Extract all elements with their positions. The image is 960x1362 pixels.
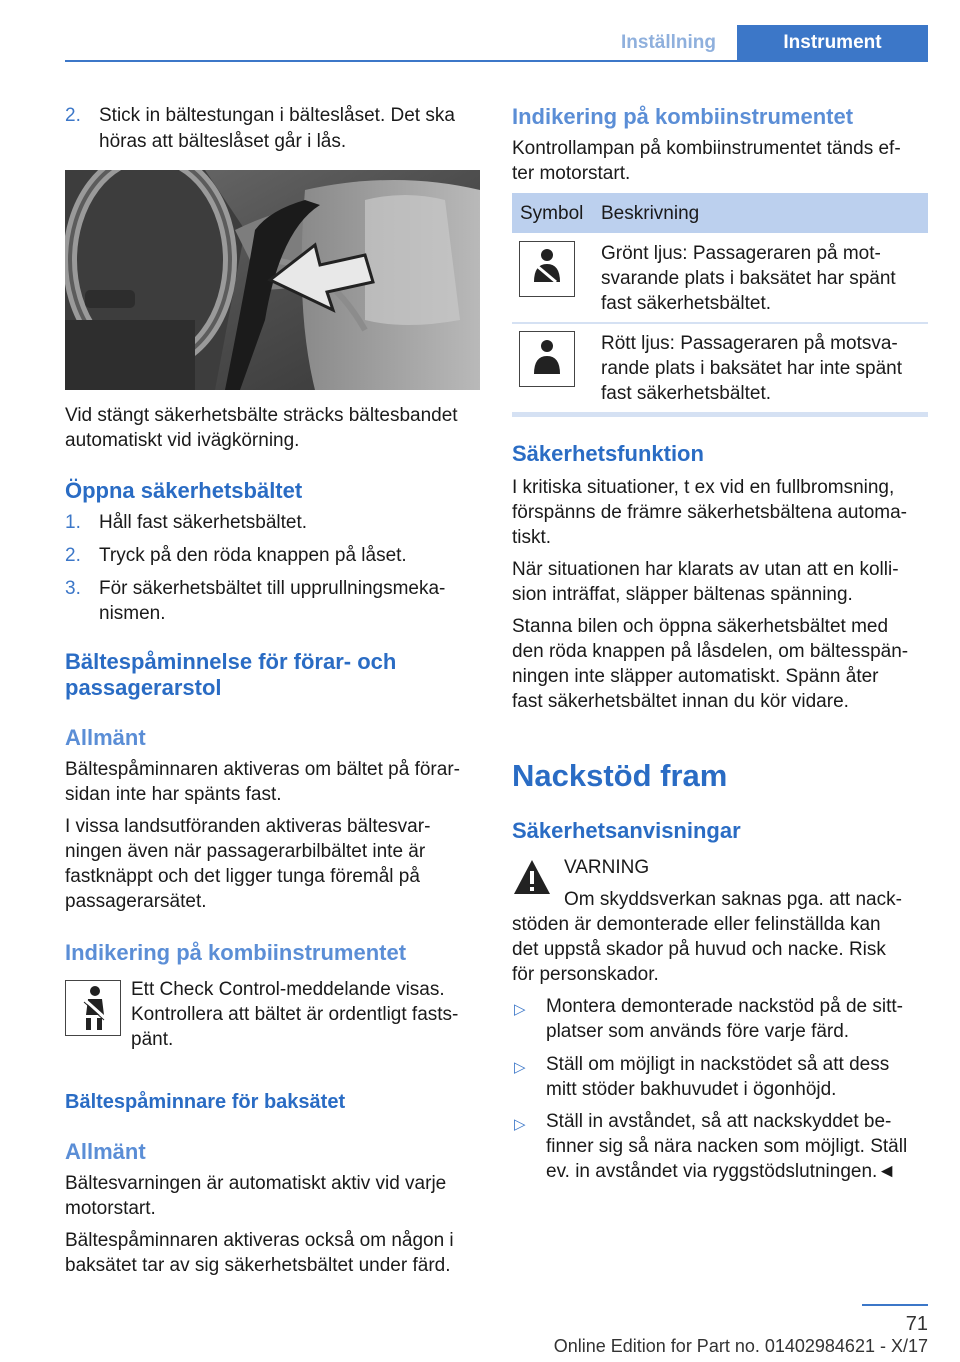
allmant-heading-2: Allmänt (65, 1139, 146, 1164)
reminder-heading-line1: Bältespåminnelse för förar- och (65, 649, 397, 674)
warning-line3: det uppstå skador på huvud och nacke. Risk (512, 939, 886, 960)
row1-line3: fast säkerhetsbältet. (601, 293, 772, 314)
s1-line1: I kritiska situationer, t ex vid en fullbromsning, (512, 477, 895, 498)
step-number: 2. (65, 105, 81, 126)
row1-line2: svarande plats i baksätet har spänt (601, 268, 896, 289)
p2-line3: fastknäppt och det ligger tunga föremål på (65, 866, 420, 887)
step-number: 2. (65, 545, 81, 566)
row2-line2: rande plats i baksätet har inte spänt (601, 358, 903, 379)
warning-line4: för personskador. (512, 964, 659, 985)
tab-installning[interactable]: Inställning (621, 32, 716, 53)
page-number: 71 (905, 1313, 928, 1335)
p1-line1: Bältespåminnaren aktiveras om bältet på förar‐ (65, 759, 460, 780)
s1-line2: förspänns de främre säkerhetsbältena automa‐ (512, 502, 907, 523)
p3-line1: Bältesvarningen är automatiskt aktiv vid varje (65, 1173, 447, 1194)
headrest-heading: Nackstöd fram (512, 758, 728, 793)
column-header-description: Beskrivning (601, 203, 700, 224)
column-header-symbol: Symbol (520, 203, 584, 224)
row1-line1: Grönt ljus: Passageraren på mot‐ (601, 243, 881, 264)
table-header (512, 193, 928, 233)
rear-reminder-heading: Bältespåminnare för baksätet (65, 1091, 346, 1113)
warning-line1: Om skyddsverkan saknas pga. att nack‐ (564, 889, 902, 910)
footer-rule (862, 1304, 928, 1306)
p4-line1: Bältespåminnaren aktiveras också om någon i (65, 1230, 454, 1251)
indikering-heading-left: Indikering på kombiinstrumentet (65, 940, 407, 965)
warning-line2: stöden är demonterade eller felinställda kan (512, 914, 881, 935)
step2-line2: höras att bälteslåset går i lås. (99, 131, 347, 152)
triangle-bullet-icon: ▷ (514, 1116, 526, 1133)
indik-line3: pänt. (131, 1029, 174, 1050)
s3-line3: ningen inte släpper automatiskt. Spänn åter (512, 666, 879, 687)
step2-line1: Stick in bältestungan i bälteslåset. Det ska (99, 105, 455, 126)
p2-line2: ningen även när passagerarbilbältet inte är (65, 841, 426, 862)
intro-line2: ter motorstart. (512, 163, 631, 184)
bullet3-line3: ev. in avståndet via ryggstödslutningen.◄ (546, 1161, 897, 1182)
safety-function-heading: Säkerhetsfunktion (512, 441, 704, 466)
s3-line2: den röda knappen på låsdelen, om bältesspän‐ (512, 641, 909, 662)
s3-line1: Stanna bilen och öppna säkerhetsbältet med (512, 616, 889, 637)
p2-line4: passagerarsätet. (65, 891, 207, 912)
bullet1-line1: Montera demonterade nackstöd på de sitt‐ (546, 996, 903, 1017)
bullet2-line1: Ställ om möjligt in nackstödet så att dess (546, 1054, 890, 1075)
open-step-3-line2: nismen. (99, 603, 166, 624)
bullet1-line2: platser som används före varje färd. (546, 1021, 850, 1042)
seatbelt-buckle-photo (65, 170, 480, 390)
table-row-divider (512, 322, 928, 324)
step-number: 1. (65, 512, 81, 533)
reminder-heading-line2: passagerarstol (65, 675, 222, 700)
step-number: 3. (65, 578, 81, 599)
seatbelt-red-icon (519, 331, 575, 387)
check-control-seatbelt-icon (65, 980, 121, 1036)
indik-line2: Kontrollera att bältet är ordentligt fasts‐ (131, 1004, 459, 1025)
triangle-bullet-icon: ▷ (514, 1059, 526, 1076)
footer-edition: Online Edition for Part no. 01402984621 - X/17 (553, 1336, 928, 1356)
indik-line1: Ett Check Control-meddelande visas. (131, 979, 445, 1000)
indikering-heading-right: Indikering på kombiinstrumentet (512, 104, 854, 129)
s2-line2: sion inträffat, släpper bältenas spänning. (512, 584, 853, 605)
p4-line2: baksätet tar av sig säkerhetsbältet under färd. (65, 1255, 451, 1276)
allmant-heading: Allmänt (65, 725, 146, 750)
seatbelt-green-icon (519, 241, 575, 297)
s3-line4: fast säkerhetsbältet innan du kör vidare. (512, 691, 849, 712)
s2-line1: När situationen har klarats av utan att en kolli‐ (512, 559, 899, 580)
triangle-bullet-icon: ▷ (514, 1001, 526, 1018)
open-belt-heading: Öppna säkerhetsbältet (65, 478, 303, 503)
warning-triangle-icon (512, 857, 552, 897)
caption-line1: Vid stängt säkerhetsbälte sträcks bältesbandet (65, 405, 458, 426)
intro-line1: Kontrollampan på kombiinstrumentet tänds ef‐ (512, 138, 901, 159)
bullet3-line2: finner sig så nära nacken som möjligt. Ställ (546, 1136, 908, 1157)
row2-line1: Rött ljus: Passageraren på motsva‐ (601, 333, 898, 354)
row2-line3: fast säkerhetsbältet. (601, 383, 772, 404)
header-rule (65, 60, 928, 62)
caption-line2: automatiskt vid ivägkörning. (65, 430, 300, 451)
table-bottom-rule (512, 412, 928, 417)
open-step-1: Håll fast säkerhetsbältet. (99, 512, 308, 533)
bullet2-line2: mitt stöder bakhuvudet i ögonhöjd. (546, 1079, 837, 1100)
open-step-2: Tryck på den röda knappen på låset. (99, 545, 407, 566)
safety-instructions-heading: Säkerhetsanvisningar (512, 818, 741, 843)
open-step-3-line1: För säkerhetsbältet till upprullningsmeka‐ (99, 578, 446, 599)
p2-line1: I vissa landsutföranden aktiveras bältesvar‐ (65, 816, 431, 837)
p1-line2: sidan inte har spänts fast. (65, 784, 282, 805)
tab-instrument[interactable]: Instrument (737, 25, 928, 60)
warning-label: VARNING (564, 857, 650, 878)
p3-line2: motorstart. (65, 1198, 156, 1219)
s1-line3: tiskt. (512, 527, 552, 548)
bullet3-line1: Ställ in avståndet, så att nackskyddet be‐ (546, 1111, 892, 1132)
